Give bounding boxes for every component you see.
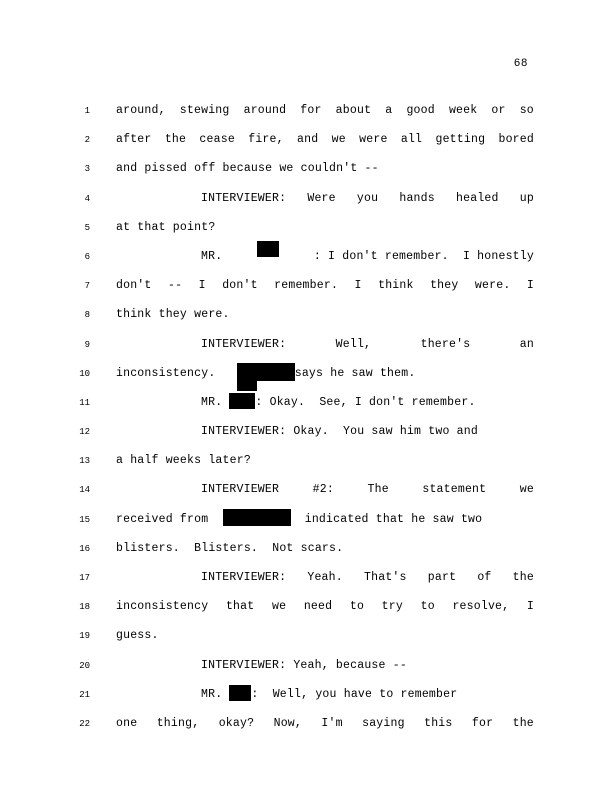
transcript-line — [84, 300, 536, 329]
text-segment: : Okay. See, I don't remember. — [255, 395, 476, 409]
text-segment: of — [477, 571, 492, 584]
text-segment: cease — [199, 133, 235, 147]
transcript-line — [84, 184, 536, 213]
line-number: 8 — [84, 310, 90, 321]
redaction-block — [223, 509, 291, 526]
text-segment: I — [198, 279, 206, 293]
text-segment: the — [512, 571, 534, 584]
text-segment: to — [420, 600, 435, 614]
line-text — [96, 154, 536, 183]
text-segment: I'm — [321, 716, 343, 730]
text-segment: I — [526, 279, 534, 293]
text-segment: so — [519, 104, 534, 117]
line-number: 3 — [84, 164, 90, 175]
text-segment: inconsistency. — [116, 366, 237, 380]
line-number: 20 — [79, 660, 90, 671]
text-segment: after — [116, 133, 152, 147]
text-segment: blisters. Blisters. Not scars. — [116, 541, 344, 555]
line-text — [96, 592, 534, 621]
text-segment: okay? — [218, 716, 255, 730]
line-text — [96, 271, 534, 300]
line-number: 9 — [84, 339, 90, 350]
text-segment: : I don't remember. I honestly — [313, 249, 534, 263]
line-text — [96, 709, 534, 738]
redaction-block — [257, 241, 279, 257]
text-segment: about — [335, 104, 372, 117]
text-segment: we — [331, 133, 346, 147]
transcript-line — [84, 154, 536, 183]
transcript-line — [84, 125, 536, 154]
redaction-block — [237, 363, 295, 381]
text-segment: a half weeks later? — [116, 454, 251, 468]
text-segment: says he saw them. — [294, 366, 416, 380]
text-segment: guess. — [116, 629, 159, 643]
transcript-line — [79, 388, 536, 417]
line-text — [96, 621, 536, 650]
line-number: 5 — [84, 222, 90, 233]
text-segment: healed — [456, 191, 499, 205]
transcript-line — [79, 505, 536, 534]
transcript-line — [84, 242, 536, 271]
transcript-line — [84, 271, 536, 300]
text-segment: The — [367, 483, 389, 497]
line-text — [96, 651, 536, 680]
text-segment: I — [354, 279, 362, 293]
text-segment: we — [271, 600, 287, 614]
line-number: 1 — [84, 106, 90, 116]
transcript-line — [79, 651, 536, 680]
line-number: 4 — [84, 193, 90, 204]
transcript-line — [79, 475, 536, 504]
text-segment: thing, — [156, 716, 200, 730]
text-segment: INTERVIEWER: — [201, 571, 287, 584]
line-number: 7 — [84, 281, 90, 292]
page-number: 68 — [513, 58, 528, 70]
transcript-line — [79, 592, 536, 621]
redaction-block — [229, 685, 251, 701]
text-segment: were — [359, 133, 388, 147]
text-segment: inconsistency — [116, 600, 209, 614]
text-segment: statement — [422, 483, 487, 497]
text-segment: try — [381, 600, 403, 614]
text-segment: think they were. — [116, 308, 230, 322]
line-text — [96, 505, 536, 534]
line-text — [96, 680, 536, 709]
text-segment: INTERVIEWER — [201, 483, 280, 497]
transcript-line — [79, 534, 536, 563]
line-text — [96, 96, 534, 125]
text-segment: you — [356, 191, 379, 205]
transcript-body — [79, 96, 536, 738]
line-text — [96, 242, 534, 271]
line-number: 19 — [79, 631, 90, 642]
text-segment: and pissed off because we couldn't -- — [116, 162, 379, 176]
line-number: 21 — [79, 689, 90, 700]
text-segment: that — [225, 600, 255, 614]
text-segment: #2: — [312, 483, 334, 497]
text-segment: need — [303, 600, 333, 614]
text-segment: they — [430, 279, 459, 293]
text-segment: stewing — [179, 104, 230, 117]
text-segment: That's — [364, 571, 407, 584]
line-text — [96, 534, 536, 563]
line-text — [96, 330, 534, 359]
text-segment: received from — [116, 512, 223, 526]
text-segment: MR. — [201, 249, 223, 263]
line-text — [96, 446, 536, 475]
text-segment: the — [512, 716, 534, 730]
text-segment: don't — [222, 279, 258, 293]
text-segment: saying — [362, 716, 405, 730]
text-segment: Well, — [335, 337, 372, 351]
line-number: 13 — [79, 456, 90, 467]
text-segment: Yeah. — [307, 571, 343, 584]
text-segment: MR. — [201, 395, 230, 409]
line-text — [96, 417, 536, 446]
text-segment: we — [519, 483, 534, 497]
text-segment: MR. — [201, 687, 230, 701]
text-segment: part — [427, 571, 457, 584]
text-segment: bored — [498, 133, 534, 147]
text-segment: : Well, you have to remember — [251, 687, 458, 701]
text-segment: indicated that he saw two — [290, 512, 483, 526]
text-segment: up — [519, 191, 534, 205]
line-number: 14 — [79, 485, 90, 496]
text-segment: resolve, — [452, 600, 510, 614]
transcript-line — [79, 417, 536, 446]
text-segment: around, — [116, 104, 166, 117]
text-segment: INTERVIEWER: Yeah, because -- — [201, 658, 407, 672]
redaction-block — [229, 393, 255, 409]
text-segment: don't — [116, 279, 152, 293]
text-segment: remember. — [274, 279, 339, 293]
text-segment: think — [378, 279, 414, 293]
line-number: 17 — [79, 573, 90, 583]
line-number: 10 — [79, 368, 90, 379]
text-segment: were. — [474, 279, 511, 293]
transcript-line — [79, 563, 536, 592]
text-segment: there's — [420, 337, 471, 351]
text-segment: for — [471, 716, 494, 730]
text-segment: fire, — [248, 133, 284, 147]
line-number: 12 — [79, 427, 90, 438]
text-segment: to — [349, 600, 365, 614]
text-segment: at that point? — [116, 220, 216, 234]
text-segment: this — [424, 716, 453, 730]
line-number: 15 — [79, 514, 90, 525]
line-text — [96, 300, 536, 329]
transcript-line — [79, 709, 536, 738]
text-segment: I — [526, 600, 534, 614]
line-text — [96, 184, 534, 213]
text-segment: the — [164, 133, 187, 147]
text-segment: all — [400, 133, 423, 147]
text-segment: INTERVIEWER: Okay. You saw him two and — [201, 425, 478, 439]
text-segment: INTERVIEWER: — [201, 337, 287, 351]
line-number: 16 — [79, 543, 90, 554]
line-text — [96, 359, 536, 388]
text-segment: INTERVIEWER: — [201, 191, 287, 205]
text-segment: Were — [307, 191, 336, 205]
text-segment: hands — [399, 191, 435, 205]
text-segment: or — [491, 104, 506, 117]
text-segment: one — [116, 716, 138, 730]
line-text — [96, 125, 534, 154]
line-number: 18 — [79, 602, 90, 613]
line-text — [96, 563, 534, 592]
text-segment: Now, — [273, 716, 303, 730]
text-segment: getting — [435, 133, 486, 147]
transcript-line — [79, 680, 536, 709]
line-number: 2 — [84, 135, 90, 146]
line-text — [96, 213, 536, 242]
text-segment: and — [297, 133, 319, 147]
transcript-line — [79, 621, 536, 650]
line-number: 6 — [84, 251, 90, 262]
transcript-line — [84, 96, 536, 125]
text-segment: an — [519, 337, 534, 351]
text-segment: a — [385, 104, 393, 117]
transcript-line — [79, 446, 536, 475]
text-segment: week — [448, 104, 478, 117]
text-segment: for — [300, 104, 322, 117]
line-text — [96, 388, 536, 417]
text-segment: good — [406, 104, 435, 117]
line-number: 11 — [79, 397, 90, 408]
text-segment: around — [243, 104, 287, 117]
line-number: 22 — [79, 718, 90, 729]
text-segment: -- — [167, 279, 183, 293]
transcript-line — [79, 359, 536, 388]
transcript-line — [84, 330, 536, 359]
line-text — [96, 475, 534, 504]
transcript-line — [84, 213, 536, 242]
